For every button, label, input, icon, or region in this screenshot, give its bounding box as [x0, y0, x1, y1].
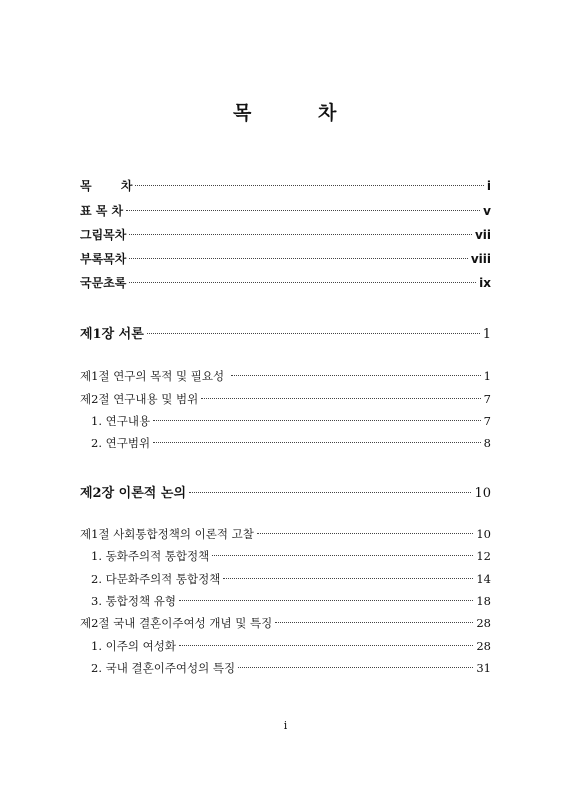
toc-subsection-2-2-1[interactable]	[91, 638, 491, 654]
dot-leader	[201, 398, 480, 399]
dot-leader	[231, 375, 481, 376]
toc-entry-label: 3. 통합정책 유형	[91, 594, 176, 608]
toc-entry-label: 2. 다문화주의적 통합정책	[91, 572, 221, 586]
toc-chapter-1[interactable]	[80, 323, 491, 342]
dot-leader	[257, 533, 474, 534]
toc-entry-page: 28	[476, 639, 491, 653]
toc-entry-label: 제2절 국내 결혼이주여성 개념 및 특징	[80, 616, 273, 630]
dot-leader	[179, 645, 473, 646]
toc-entry-page: 1	[483, 369, 491, 383]
toc-entry-page: vii	[474, 228, 491, 242]
dot-leader	[189, 492, 471, 493]
toc-entry-abstract[interactable]	[80, 274, 491, 291]
toc-entry-tables[interactable]	[80, 202, 491, 219]
toc-section-2-1[interactable]	[80, 526, 491, 542]
toc-entry-label: 표 목 차	[80, 204, 124, 218]
dot-leader	[147, 333, 480, 334]
dot-leader	[238, 667, 473, 668]
toc-entry-page: 7	[483, 414, 491, 428]
toc-section-1-2[interactable]	[80, 391, 491, 407]
toc-entry-contents[interactable]	[80, 177, 491, 194]
toc-subsection-2-2-2[interactable]	[91, 660, 491, 676]
page-title-part2: 차	[318, 102, 339, 124]
toc-chapter-label: 제1장 서론	[80, 327, 144, 342]
dot-leader	[153, 442, 481, 443]
toc-entry-label: 부록목차	[80, 252, 127, 266]
toc-entry-page: 31	[476, 661, 491, 675]
dot-leader	[129, 282, 476, 283]
toc-subsection-2-1-2[interactable]	[91, 571, 491, 587]
toc-entry-label: 1. 동화주의적 통합정책	[91, 549, 210, 563]
toc-entry-appendices[interactable]	[80, 250, 491, 267]
toc-chapter-label: 제2장 이론적 논의	[80, 486, 187, 501]
toc-chapter-2[interactable]	[80, 482, 491, 501]
toc-entry-page: 28	[476, 616, 491, 630]
toc-subsection-2-1-1[interactable]	[91, 548, 491, 564]
toc-entry-page: viii	[470, 252, 491, 266]
toc-entry-figures[interactable]	[80, 226, 491, 243]
footer-page-number: i	[283, 719, 288, 732]
toc-entry-page: 10	[476, 527, 491, 541]
dot-leader	[126, 210, 480, 211]
toc-chapter-page: 10	[474, 486, 491, 501]
toc-entry-page: i	[486, 179, 491, 193]
toc-entry-page: 8	[483, 436, 491, 450]
toc-entry-page: 14	[476, 572, 491, 586]
toc-entry-label: 1. 이주의 여성화	[91, 639, 176, 653]
toc-entry-label: 1. 연구내용	[91, 414, 151, 428]
toc-entry-label: 제2절 연구내용 및 범위	[80, 392, 199, 406]
toc-entry-label: 제1절 사회통합정책의 이론적 고찰	[80, 527, 254, 541]
toc-entry-page: 12	[476, 549, 491, 563]
dot-leader	[153, 420, 481, 421]
toc-entry-page: v	[483, 204, 491, 218]
toc-subsection-1-2-1[interactable]	[91, 413, 491, 429]
toc-entry-label: 그림목차	[80, 228, 127, 242]
toc-entry-page: 7	[483, 392, 491, 406]
toc-entry-page: 18	[476, 594, 491, 608]
toc-entry-label: 2. 국내 결혼이주여성의 특징	[91, 661, 236, 675]
dot-leader	[223, 578, 473, 579]
toc-entry-page: ix	[479, 276, 491, 290]
toc-entry-label: 목 차	[80, 179, 133, 193]
toc-entry-label: 국문초록	[80, 276, 127, 290]
dot-leader	[275, 622, 473, 623]
toc-chapter-page: 1	[482, 327, 491, 342]
dot-leader	[212, 555, 473, 556]
dot-leader	[179, 600, 473, 601]
dot-leader	[129, 258, 467, 259]
toc-subsection-2-1-3[interactable]	[91, 593, 491, 609]
page-title-part1: 목	[233, 102, 254, 124]
dot-leader	[135, 185, 483, 186]
toc-entry-label: 2. 연구범위	[91, 436, 151, 450]
dot-leader	[129, 234, 472, 235]
toc-section-1-1[interactable]	[80, 368, 491, 384]
toc-section-2-2[interactable]	[80, 615, 491, 631]
toc-subsection-1-2-2[interactable]	[91, 435, 491, 451]
toc-entry-label: 제1절 연구의 목적 및 필요성	[80, 369, 228, 383]
